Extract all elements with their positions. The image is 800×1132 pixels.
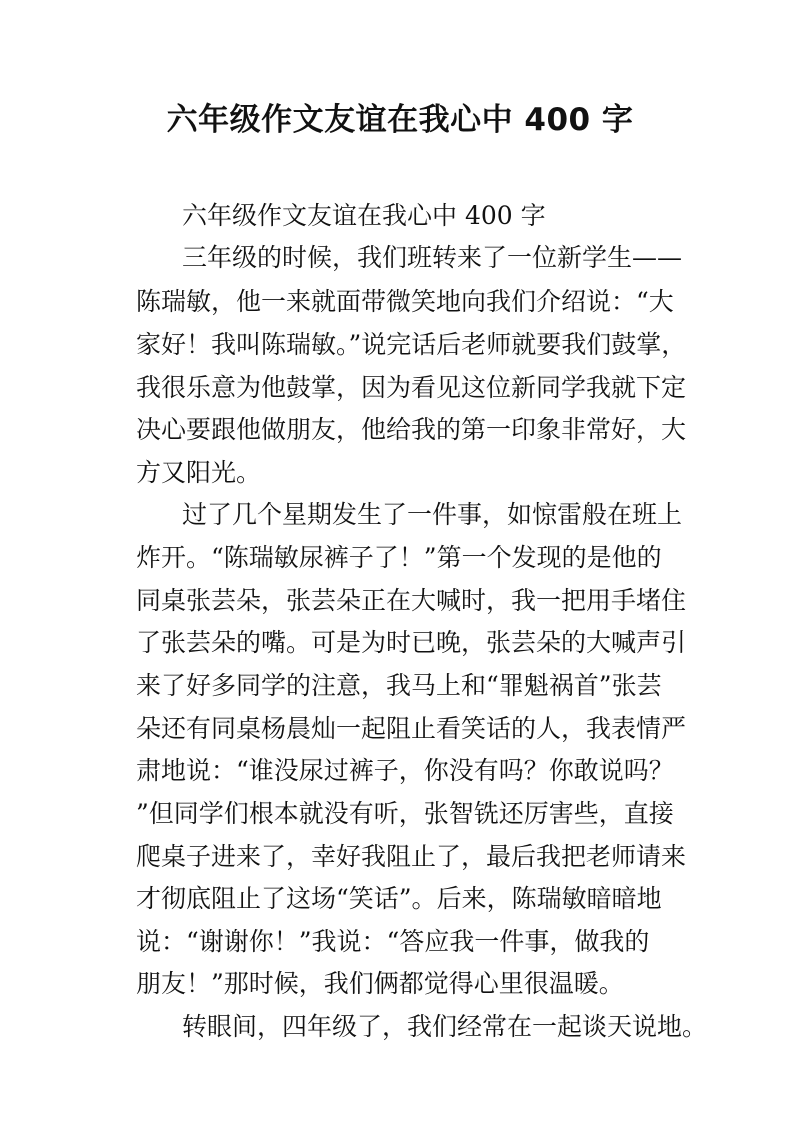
paragraph-1-line-5: 决心要跟他做朋友，他给我的第一印象非常好，大 [136,415,687,444]
paragraph-2-line-5: 来了好多同学的注意，我马上和“罪魁祸首”张芸 [136,671,662,700]
paragraph-2-line-4: 了张芸朵的嘴。可是为时已晚，张芸朵的大喊声引 [136,628,687,657]
paragraph-2-line-9: 爬桌子进来了，幸好我阻止了，最后我把老师请来 [136,842,687,871]
subtitle-line: 六年级作文友谊在我心中 400 字 [182,201,546,230]
paragraph-1-line-1: 三年级的时候，我们班转来了一位新学生—— [182,243,683,272]
paragraph-2-line-12: 朋友！”那时候，我们俩都觉得心里很温暖。 [136,969,624,998]
document-title: 六年级作文友谊在我心中 400 字 [166,102,634,138]
paragraph-2-line-8: ”但同学们根本就没有听，张智铣还厉害些，直接 [136,799,674,828]
paragraph-1-line-2: 陈瑞敏，他一来就面带微笑地向我们介绍说：“大 [136,287,674,316]
paragraph-2-line-6: 朵还有同桌杨晨灿一起阻止看笑话的人，我表情严 [136,714,687,743]
paragraph-3-line-1: 转眼间，四年级了，我们经常在一起谈天说地。 [182,1012,708,1041]
paragraph-2-line-11: 说：“谢谢你！”我说：“答应我一件事，做我的 [136,927,650,956]
paragraph-2-line-2: 炸开。“陈瑞敏尿裤子了！”第一个发现的是他的 [136,543,662,572]
paragraph-2-line-7: 肃地说：“谁没尿过裤子，你没有吗？你敢说吗？ [136,756,674,785]
paragraph-2-line-1: 过了几个星期发生了一件事，如惊雷般在班上 [182,500,683,529]
paragraph-1-line-6: 方又阳光。 [136,458,262,487]
paragraph-1-line-4: 我很乐意为他鼓掌，因为看见这位新同学我就下定 [136,373,687,402]
paragraph-1-line-3: 家好！我叫陈瑞敏。”说完话后老师就要我们鼓掌， [136,330,687,359]
paragraph-2-line-10: 才彻底阻止了这场“笑话”。后来，陈瑞敏暗暗地 [136,884,662,913]
paragraph-2-line-3: 同桌张芸朵，张芸朵正在大喊时，我一把用手堵住 [136,586,687,615]
